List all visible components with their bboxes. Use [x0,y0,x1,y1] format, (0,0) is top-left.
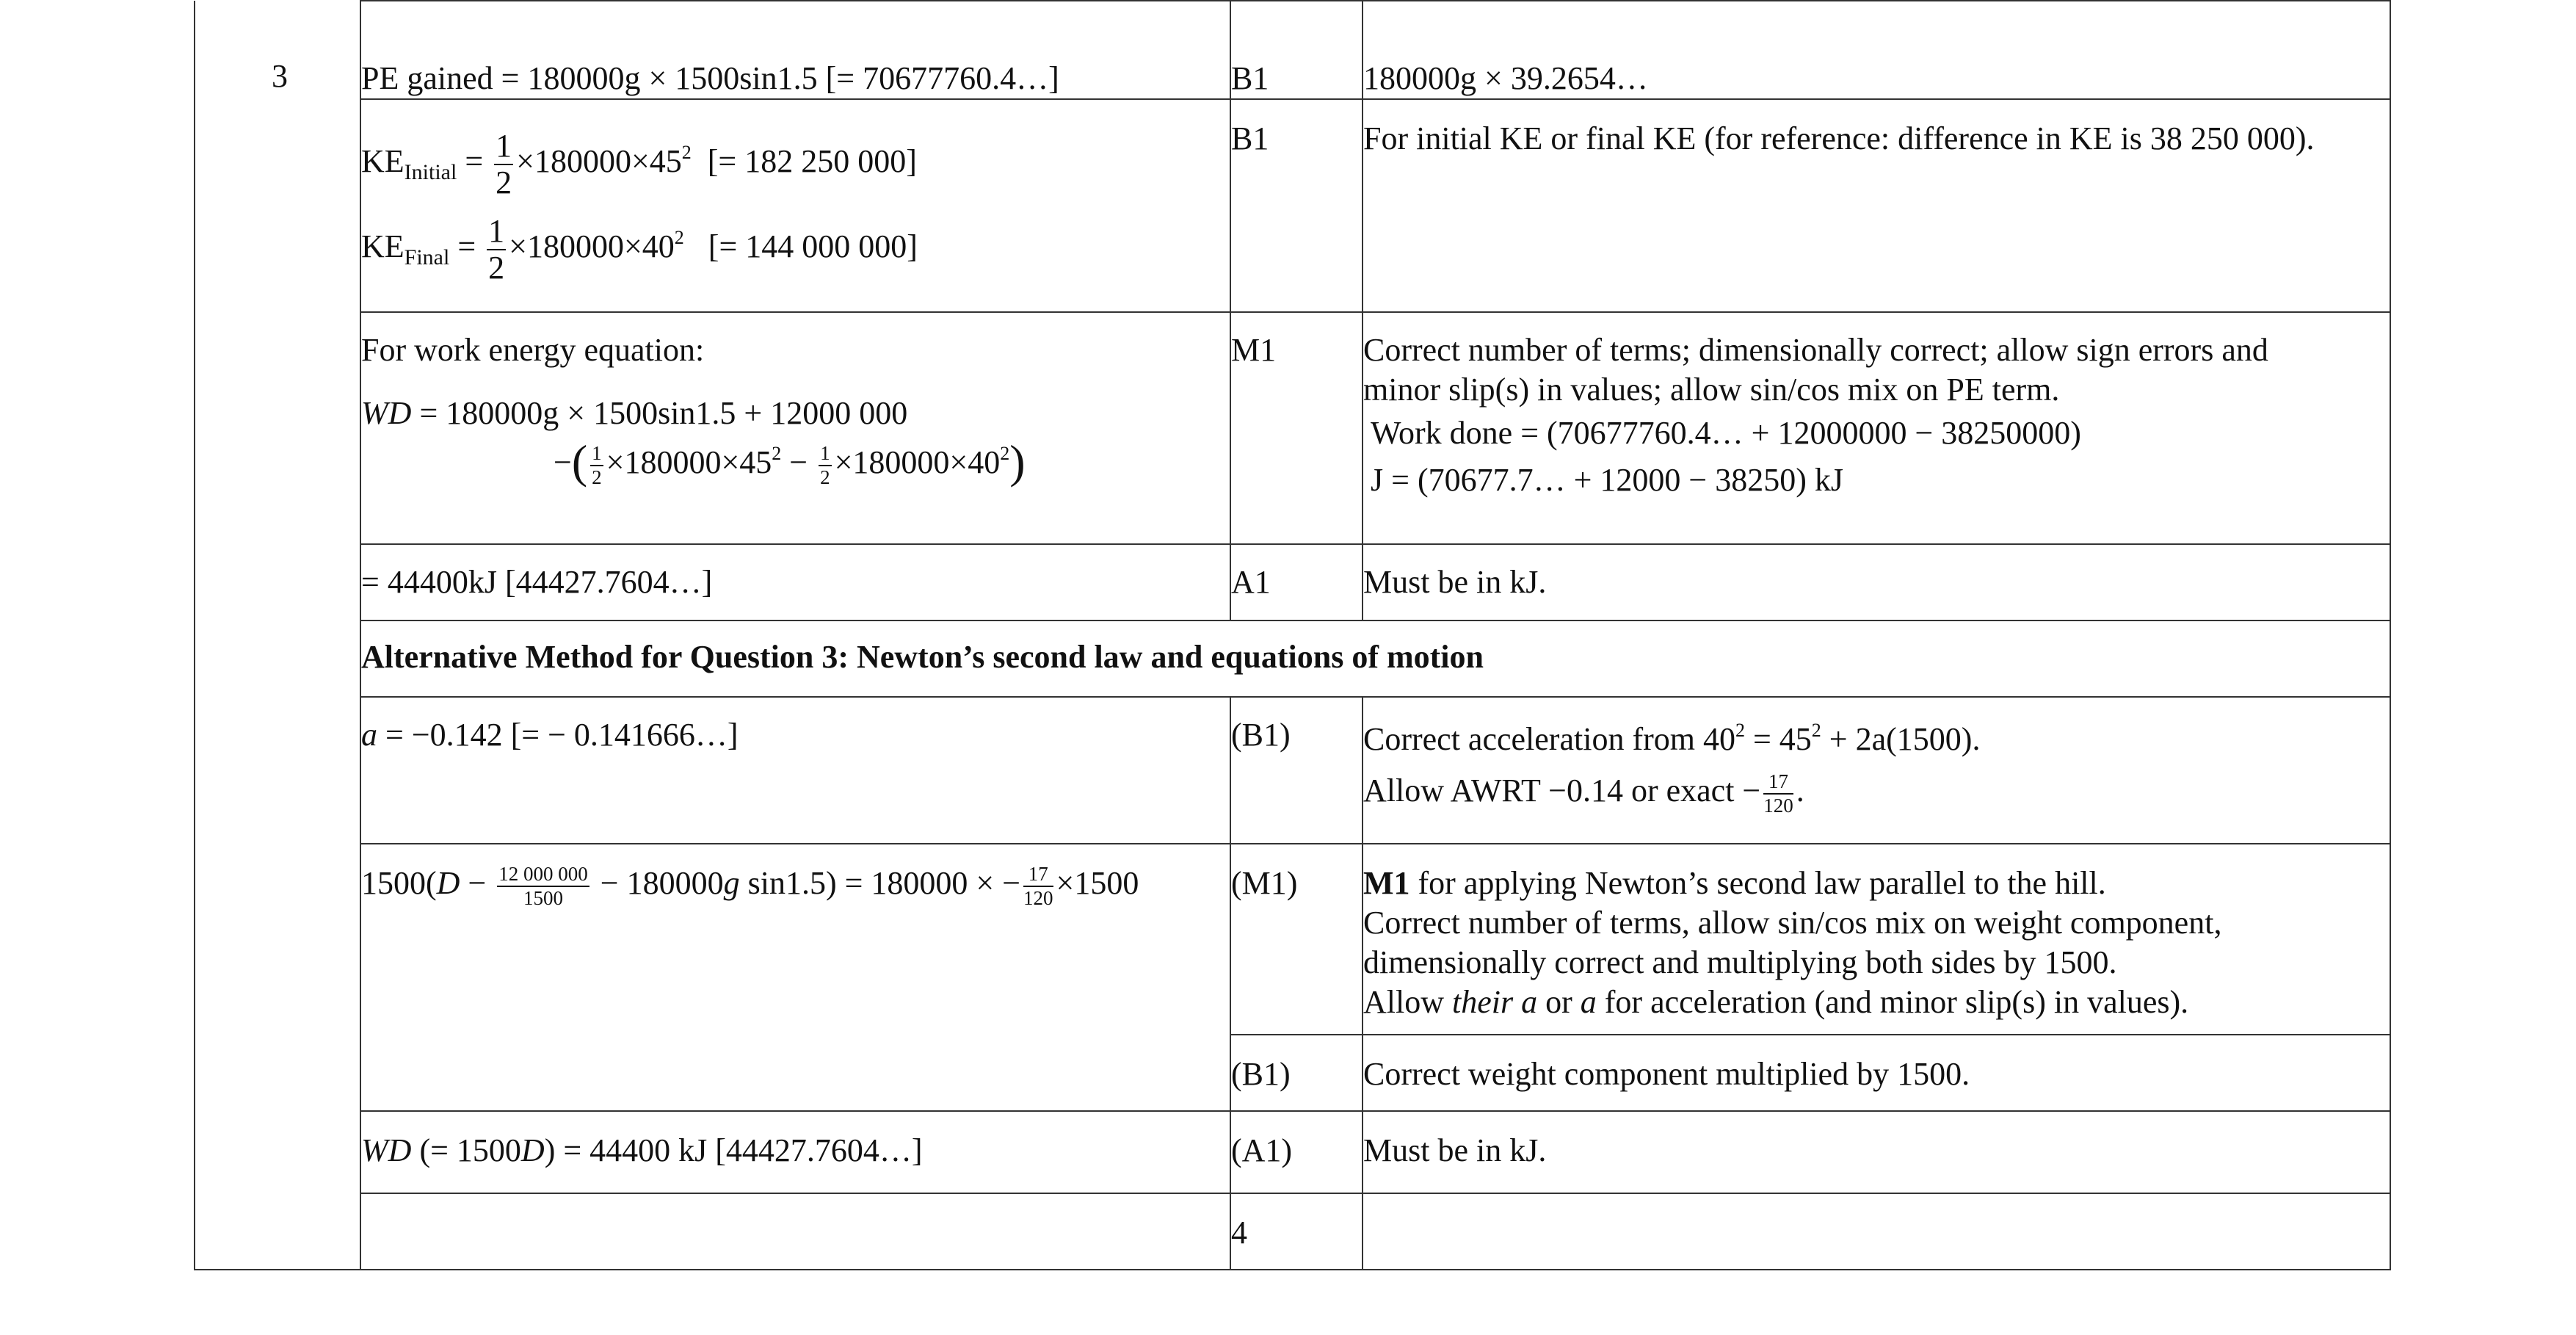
question-number: 3 [272,58,288,94]
alt-accel-guidance [1363,697,2390,844]
ke-final-sub: Final [404,245,450,269]
alt-newton-mark: (M1) [1230,844,1363,1035]
ke-initial-sub: Initial [404,159,457,184]
result-guidance: Must be in kJ. [1363,544,2390,621]
mark-scheme-table [194,0,2391,1270]
pe-guidance: 180000g × 39.2654… [1363,1,2390,99]
alt-newton-guidance [1363,844,2390,1035]
work-guidance-2: minor slip(s) in values; allow sin/cos mix on PE term. [1363,372,2060,408]
result-mark: A1 [1230,544,1363,621]
work-line-2: −( $\frac{1}{2}$ $\times 180000\times 45^2$ − $\frac{1}{2}$ $\times 180000\times 40^2$) [554,435,1026,488]
ke-initial-value: [= 182 250 000] [707,143,917,179]
work-intro: For work energy equation: [361,332,705,368]
frac-12000000-1500: $\frac{12 000 000}{1500}$ [498,862,588,909]
ke-guidance: For initial KE or final KE (for reference: difference in KE is 38 250 000). [1363,99,2390,312]
half-fraction-b: $\frac{1}{2}$ [820,441,830,488]
alt-newton-guidance-4: Allow their a or a for acceleration (and minor slip(s) in values). [1363,984,2189,1020]
question-number-cell [195,1,360,1270]
total-empty-guidance [1363,1193,2390,1270]
alt-accel-guidance-2: Allow AWRT −0.14 or exact − $\frac{17}{120}$ . [1363,770,1804,817]
alt-newton-guidance-1: M1 for applying Newton’s second law parallel to the hill. [1363,865,2106,901]
row-alt-accel [195,697,2390,844]
alt-weight-guidance: Correct weight component multiplied by 1500. [1363,1035,2390,1111]
alt-accel-answer: a = −0.142 [= − 0.141666…] [360,697,1230,844]
ke-half-fraction: $\frac{1}{2}$ [496,127,512,200]
work-guidance [1363,312,2390,544]
frac-17-120-b: $\frac{17}{120}$ [1023,862,1053,909]
alt-accel-mark: (B1) [1230,697,1363,844]
work-guidance-4: J = (70677.7… + 12000 − 38250) kJ [1371,462,1843,498]
work-line-1 [361,394,1230,442]
row-alt-result [195,1111,2390,1193]
row-result [195,544,2390,621]
total-marks: 4 [1230,1193,1363,1270]
ke-half-fraction-2: $\frac{1}{2}$ [488,212,505,286]
wd-line1: = 180000g × 1500sin1.5 + 12000 000 [411,395,908,431]
alt-newton-guidance-3: dimensionally correct and multiplying both sides by 1500. [1363,944,2117,980]
ke-initial-line: $KE_{Initial}$ = $\frac{1}{2}$ $\times 180000\times 45^2$ [= 182 250 000] [361,127,917,200]
wd-label: WD [361,395,412,431]
total-empty-answer [360,1193,1230,1270]
alt-newton-guidance-2: Correct number of terms, allow sin/cos mix on weight component, [1363,905,2222,941]
ke-final-line: $KE_{Final}$ = $\frac{1}{2}$ $\times 180000\times 40^2$ [= 144 000 000] [361,212,918,286]
ke-mark: B1 [1230,99,1363,312]
ke-final-label: KE [361,228,404,264]
frac-17-120: $\frac{17}{120}$ [1763,770,1793,817]
alt-newton-answer: 1500(D − $\frac{12 000 000}{1500}$ − 180000g sin1.5) = 180000 × − $\frac{17}{120}$ ×1500 [360,844,1230,1111]
pe-answer [360,1,1230,99]
alt-result-answer: WD (= 1500D) = 44400 kJ [44427.7604…] [360,1111,1230,1193]
row-total [195,1193,2390,1270]
ke-initial-label: KE [361,143,404,179]
row-pe [195,1,2390,99]
result-answer: = 44400kJ [44427.7604…] [360,544,1230,621]
row-work [195,312,2390,544]
ke-answer [360,99,1230,312]
pe-mark: B1 [1230,1,1363,99]
alt-result-guidance: Must be in kJ. [1363,1111,2390,1193]
half-fraction-a: $\frac{1}{2}$ [592,441,602,488]
row-ke [195,99,2390,312]
work-answer [360,312,1230,544]
ke-final-expr: ×180000×40 [509,228,675,264]
alt-weight-mark: (B1) [1230,1035,1363,1111]
alt-result-mark: (A1) [1230,1111,1363,1193]
ke-initial-expr: ×180000×45 [516,143,682,179]
row-alt-newton [195,844,2390,1035]
work-guidance-3: Work done = (70677760.4… + 12000000 − 38250000) [1371,415,2081,451]
pe-answer-text: PE gained = 180000g × 1500sin1.5 [= 70677760.4…] [361,60,1059,96]
ke-final-value: [= 144 000 000] [708,228,918,264]
work-mark: M1 [1230,312,1363,544]
row-alt-header [195,621,2390,697]
work-guidance-1: Correct number of terms; dimensionally correct; allow sign errors and [1363,332,2268,368]
alt-accel-guidance-1: Correct acceleration from $40^2 = 45^2 + 2a(1500)$. [1363,720,1981,757]
alt-method-heading: Alternative Method for Question 3: Newton’s second law and equations of motion [360,621,2390,697]
